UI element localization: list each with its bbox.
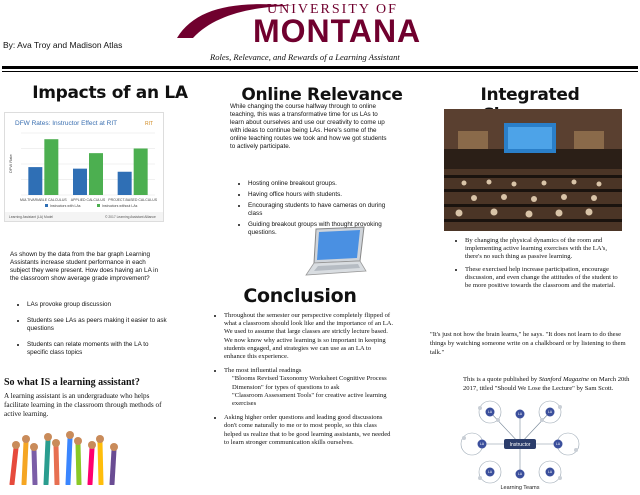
chart-bar [28, 167, 42, 195]
online-body: While changing the course halfway through to online teaching, this was a transformative time for us LAs to learn about ourselves and use our creativity to come up with ideas to continue being LAs. Here's some of the online teaching routes we took and how we got students to actively participate. [230, 103, 387, 150]
list-item: • Students can relate moments with the LA to specific class topics [27, 341, 167, 357]
header-divider [2, 66, 638, 69]
la-node-label: LA [548, 410, 552, 414]
laptop-image [302, 225, 368, 277]
impacts-intro: As shown by the data from the bar graph Learning Assistants increase student performance in each subject they were present. How does having an LA in the classroom show average grade improvement? [10, 251, 159, 282]
citation-start: This is a quote published by [463, 376, 539, 383]
list-item: • LAs provoke group discussion [27, 301, 167, 309]
la-node-label: LA [556, 442, 560, 446]
chart-bar [89, 153, 103, 195]
la-node-label: LA [548, 470, 552, 474]
dfw-chart-svg [5, 113, 163, 221]
list-item: • Guiding breakout groups with thought provoking questions. [248, 221, 398, 237]
conclusion-reading-2: "Classroom Assessment Tools" for creative active learning exercises [232, 391, 387, 408]
la-node-label: LA [518, 412, 522, 416]
chart-title: DFW Rates: Instructor Effect at RIT [15, 120, 118, 127]
conclusion-bullet-1: Throughout the semester our perspective completely flipped of what a classroom should look like and the importance of an LA. We used to assume that large classes are strictly lecture based. We now know why active learning is so important in keeping students engaged, and strategies we can use as an LA to enhance this experience. [224, 312, 394, 361]
chart-legend-swatch [97, 204, 100, 207]
conclusion-readings-lead: The most influential readings [224, 367, 302, 375]
impacts-heading: Impacts of an LA [32, 83, 188, 103]
list-item [224, 414, 394, 447]
conclusion-heading: Conclusion [243, 285, 357, 307]
la-node-label: LA [518, 472, 522, 476]
poster-title: Roles, Relevance, and Rewards of a Learning Assistant [210, 52, 400, 62]
lecture-hall-photo [444, 109, 622, 231]
learning-teams-diagram [450, 400, 590, 490]
what-is-heading: So what IS a learning assistant? [4, 377, 140, 388]
impacts-bullet-list [19, 301, 167, 360]
chart-legend-swatch [45, 204, 48, 207]
chart-bar [44, 139, 58, 195]
header-divider-thin [2, 71, 638, 72]
conclusion-reading-1: "Blooms Revised Taxonomy Worksheet Cognitive Process Dimension" for types of questions to ask [232, 375, 387, 391]
chart-x-labels [20, 198, 158, 202]
chart-x-tick-label: PROJECT-BASED CALCULUS [108, 198, 158, 202]
list-item: • Hosting online breakout groups. [248, 180, 398, 188]
list-item [224, 312, 394, 361]
citation-end: on March 20th 2017, titled "Should We Lose the Lecture" by Sam Scott. [463, 376, 630, 392]
list-item: • Encouraging students to have cameras on during class [248, 202, 398, 218]
diagram-caption: Learning Teams [500, 485, 540, 490]
la-node-label: LA [488, 470, 492, 474]
university-of: UNIVERSITY OF [267, 2, 398, 17]
conclusion-bullet-3: Asking higher order questions and leading good discussions don't come naturally to me or to most people, so this class helped us realize that to be good learning assistants, we needed to learn stronger communication skills ourselves. [224, 414, 391, 446]
citation-source: Stanford Magazine [538, 376, 589, 383]
chart-ylabel: DFW Rate [8, 154, 13, 173]
what-is-body: A learning assistant is an undergraduate who helps facilitate learning in the classroom through methods of active learning. [4, 392, 162, 418]
integrated-bullet-list [456, 237, 625, 293]
raised-hands-image [4, 430, 129, 485]
chart-bar [118, 172, 132, 195]
chart-bar [134, 149, 148, 196]
chart-x-tick-label: MULTIVARIABLE CALCULUS [19, 198, 67, 202]
quote-citation [463, 376, 631, 393]
lecture-hall-icon [444, 109, 622, 231]
chart-x-tick-label: APPLIED CALCULUS [70, 198, 106, 202]
montana-wordmark: MONTANA [253, 13, 422, 49]
list-item: • Having office hours with students. [248, 191, 398, 199]
integrated-heading: Integrated [480, 85, 580, 105]
list-item [224, 367, 394, 408]
chart-logo: RIT [145, 121, 154, 127]
la-node-label: LA [488, 410, 492, 414]
chart-legend [45, 204, 138, 208]
list-item: • These exercised help increase participation, encourage discussion, and even change the attitudes of the student to be more positive towards the classroom and the material. [465, 266, 625, 291]
chart-bars [28, 139, 147, 195]
conclusion-bullet-list [214, 312, 394, 450]
list-item: • Students see LAs as peers making it easier to ask questions [27, 317, 167, 333]
online-heading: Online Relevance [241, 85, 403, 105]
la-node-label: LA [480, 442, 484, 446]
raised-hands-icon [4, 430, 129, 485]
university-logo [175, 0, 455, 50]
diagram-center: Instructor [509, 442, 531, 448]
list-item: • By changing the physical dynamics of the room and implementing active learning exercises with the LA's, there's no such thing as passive learning. [465, 237, 625, 262]
learning-teams-svg [450, 400, 590, 490]
chart-footer-left: Learning Assistant (LA) Model [9, 215, 53, 219]
laptop-icon [302, 225, 368, 277]
chart-legend-label: Instructors with LAs [50, 204, 81, 208]
authors: By: Ava Troy and Madison Atlas [3, 40, 123, 50]
brain-quote: "It's just not how the brain learns," he says. "It does not learn to do these things by watching someone write on a chalkboard or by listening to them talk." [430, 331, 626, 356]
dfw-chart [4, 112, 164, 222]
chart-footer-right: © 2017 Learning Assistant Alliance [105, 215, 156, 219]
chart-bar [73, 169, 87, 195]
chart-legend-label: Instructors without LAs [102, 204, 138, 208]
